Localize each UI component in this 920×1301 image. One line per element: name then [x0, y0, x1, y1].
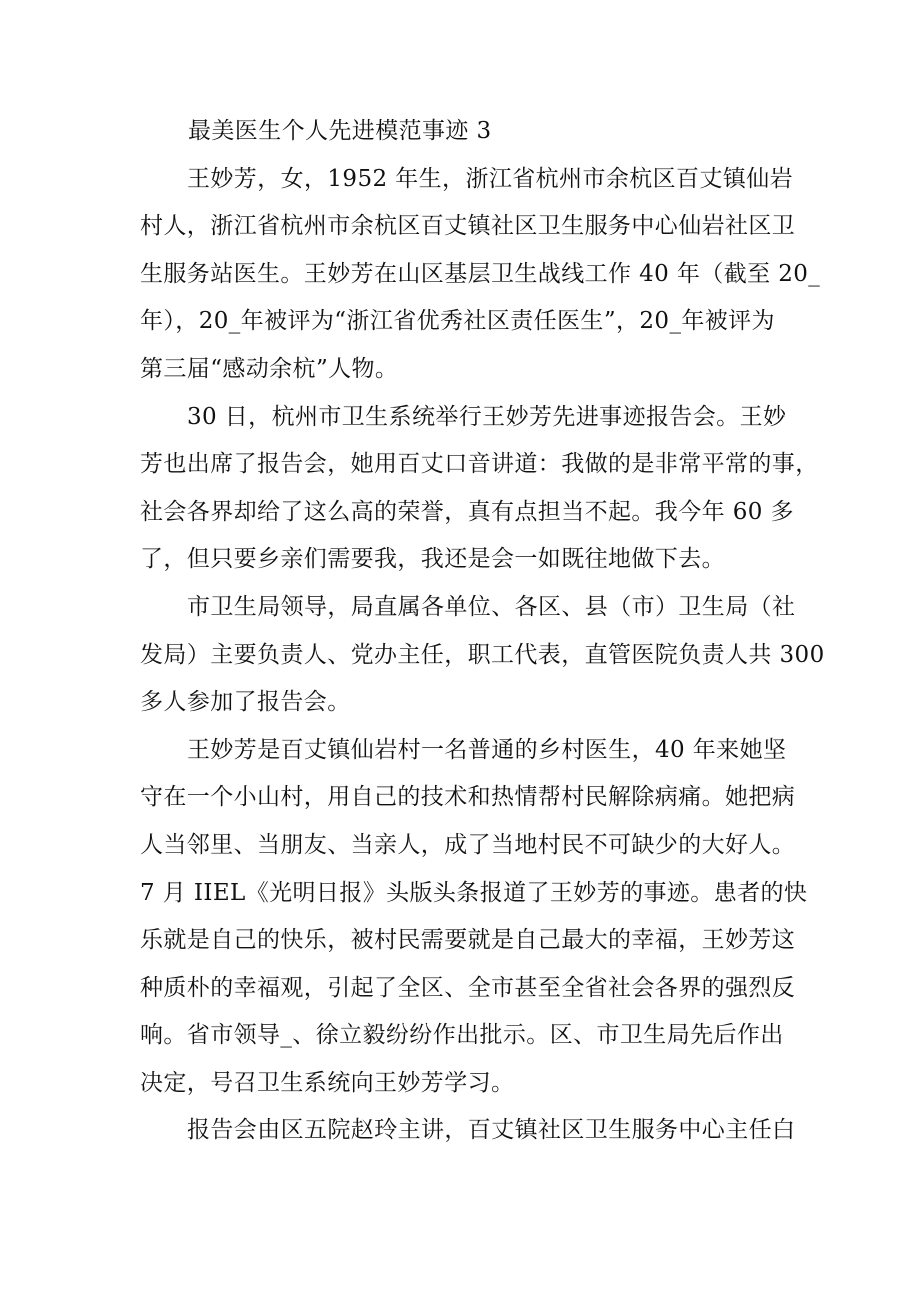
paragraph-1: [140, 156, 821, 394]
paragraph-line: 乐就是自己的快乐，被村民需要就是自己最大的幸福，王妙芳这: [140, 927, 796, 954]
paragraph-line: 守在一个小山村，用自己的技术和热情帮村民解除病痛。她把病: [140, 784, 796, 811]
paragraph-line: 了，但只要乡亲们需要我，我还是会一如既往地做下去。: [140, 546, 725, 573]
paragraph-2: [140, 394, 819, 584]
paragraph-line: 响。省市领导_、徐立毅纷纷作出批示。区、市卫生局先后作出: [140, 1022, 784, 1049]
paragraph-line: 发局）主要负责人、党办主任，职工代表，直管医院负责人共 300: [140, 641, 825, 668]
paragraph-4: [140, 727, 808, 1108]
paragraph-line: 报告会由区五院赵玲主讲，百丈镇社区卫生服务中心主任白: [187, 1117, 796, 1144]
paragraph-line: 王妙芳，女，1952 年生，浙江省杭州市余杭区百丈镇仙岩: [187, 165, 794, 192]
document-body: [140, 108, 825, 1155]
paragraph-line: 芳也出席了报告会，她用百丈口音讲道：我做的是非常平常的事，: [140, 451, 819, 478]
paragraph-line: 市卫生局领导，局直属各单位、各区、县（市）卫生局（社: [187, 593, 796, 620]
paragraph-line: 年），20_年被评为“浙江省优秀社区责任医生”，20_年被评为: [140, 308, 775, 335]
paragraph-line: 30 日，杭州市卫生系统举行王妙芳先进事迹报告会。王妙: [187, 403, 787, 430]
paragraph-line: 第三届“感动余杭”人物。: [140, 355, 399, 382]
paragraph-line: 多人参加了报告会。: [140, 689, 351, 716]
paragraph-5: [140, 1107, 800, 1155]
paragraph-3: [140, 584, 825, 727]
paragraph-line: 王妙芳是百丈镇仙岩村一名普通的乡村医生，40 年来她坚: [187, 736, 787, 763]
paragraph-line: 7 月 IIEL《光明日报》头版头条报道了王妙芳的事迹。患者的快: [140, 879, 808, 906]
paragraph-line: 决定，号召卫生系统向王妙芳学习。: [140, 1069, 515, 1096]
paragraph-line: 生服务站医生。王妙芳在山区基层卫生战线工作 40 年（截至 20_: [140, 260, 821, 287]
paragraph-line: 社会各界却给了这么高的荣誉，真有点担当不起。我今年 60 多: [140, 498, 794, 525]
document-title: 最美医生个人先进模范事迹 3: [188, 118, 492, 144]
paragraph-line: 种质朴的幸福观，引起了全区、全市甚至全省社会各界的强烈反: [140, 974, 796, 1001]
paragraph-line: 村人，浙江省杭州市余杭区百丈镇社区卫生服务中心仙岩社区卫: [140, 213, 796, 240]
paragraph-line: 人当邻里、当朋友、当亲人，成了当地村民不可缺少的大好人。: [140, 831, 796, 858]
